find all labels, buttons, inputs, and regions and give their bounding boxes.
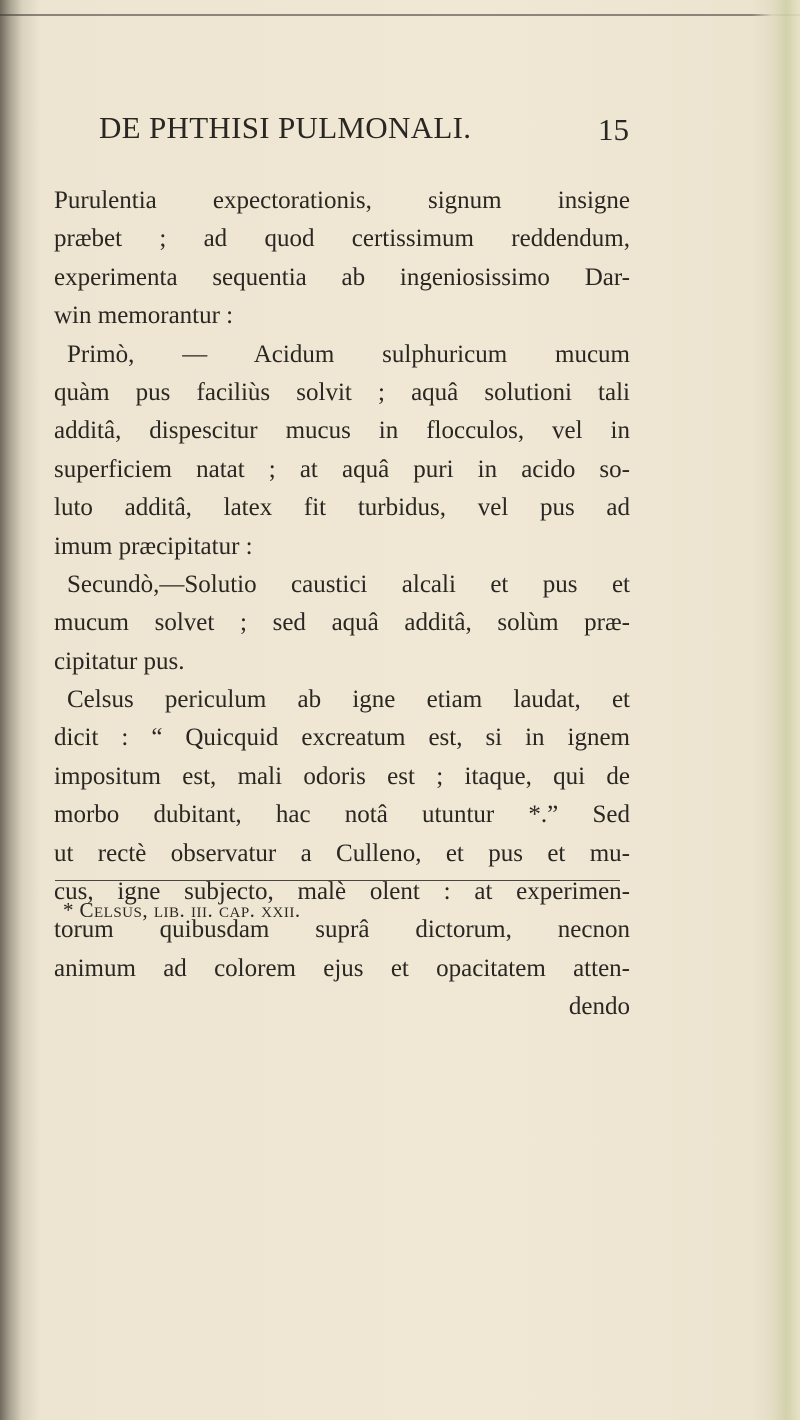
text-line: superficiem natat ; at aquâ puri in acido so-: [54, 455, 630, 483]
text-line: quàm pus faciliùs solvit ; aquâ solutioni tali: [54, 378, 630, 406]
footnote: [63, 896, 301, 924]
page-header: [99, 110, 629, 150]
text-line: additâ, dispescitur mucus in flocculos, vel in: [54, 417, 630, 445]
footnote-text: Celsus, lib. iii. cap. xxii.: [79, 898, 301, 922]
text-line: luto additâ, latex fit turbidus, vel pus ad: [54, 494, 630, 522]
text-line: cus, igne subjecto, malè olent : at experimen-: [54, 878, 630, 906]
page-number: 15: [598, 112, 629, 147]
footnote-rule: [55, 880, 620, 881]
text-line: præbet ; ad quod certissimum reddendum,: [54, 225, 630, 253]
text-line: Celsus periculum ab igne etiam laudat, et: [67, 686, 630, 714]
text-line: torum quibusdam suprâ dictorum, necnon: [54, 916, 630, 944]
text-line: win memorantur :: [54, 302, 234, 330]
text-line: ut rectè observatur a Culleno, et pus et mu-: [54, 839, 630, 867]
text-line: cipitatur pus.: [54, 647, 185, 675]
text-line: mucum solvet ; sed aquâ additâ, solùm præ-: [54, 609, 630, 637]
text-line: experimenta sequentia ab ingeniosissimo Dar-: [54, 263, 630, 291]
text-line: dicit : “ Quicquid excreatum est, si in ignem: [54, 724, 630, 752]
text-line: animum ad colorem ejus et opacitatem atten-: [54, 954, 630, 982]
running-title: DE PHTHISI PULMONALI.: [99, 110, 472, 145]
text-line: morbo dubitant, hac notâ utuntur *.” Sed: [54, 801, 630, 829]
page-right-edge: [752, 0, 800, 1420]
text-line: Purulentia expectorationis, signum insigne: [54, 187, 630, 214]
text-line: Primò, — Acidum sulphuricum mucum: [67, 340, 630, 368]
text-line: impositum est, mali odoris est ; itaque, qui de: [54, 762, 630, 790]
text-line: Secundò,—Solutio caustici alcali et pus et: [67, 570, 630, 598]
text-line: dendo: [568, 993, 630, 1021]
footnote-marker: *: [63, 898, 74, 922]
text-line: imum præcipitatur :: [54, 532, 253, 560]
page-top-edge: [0, 14, 800, 16]
